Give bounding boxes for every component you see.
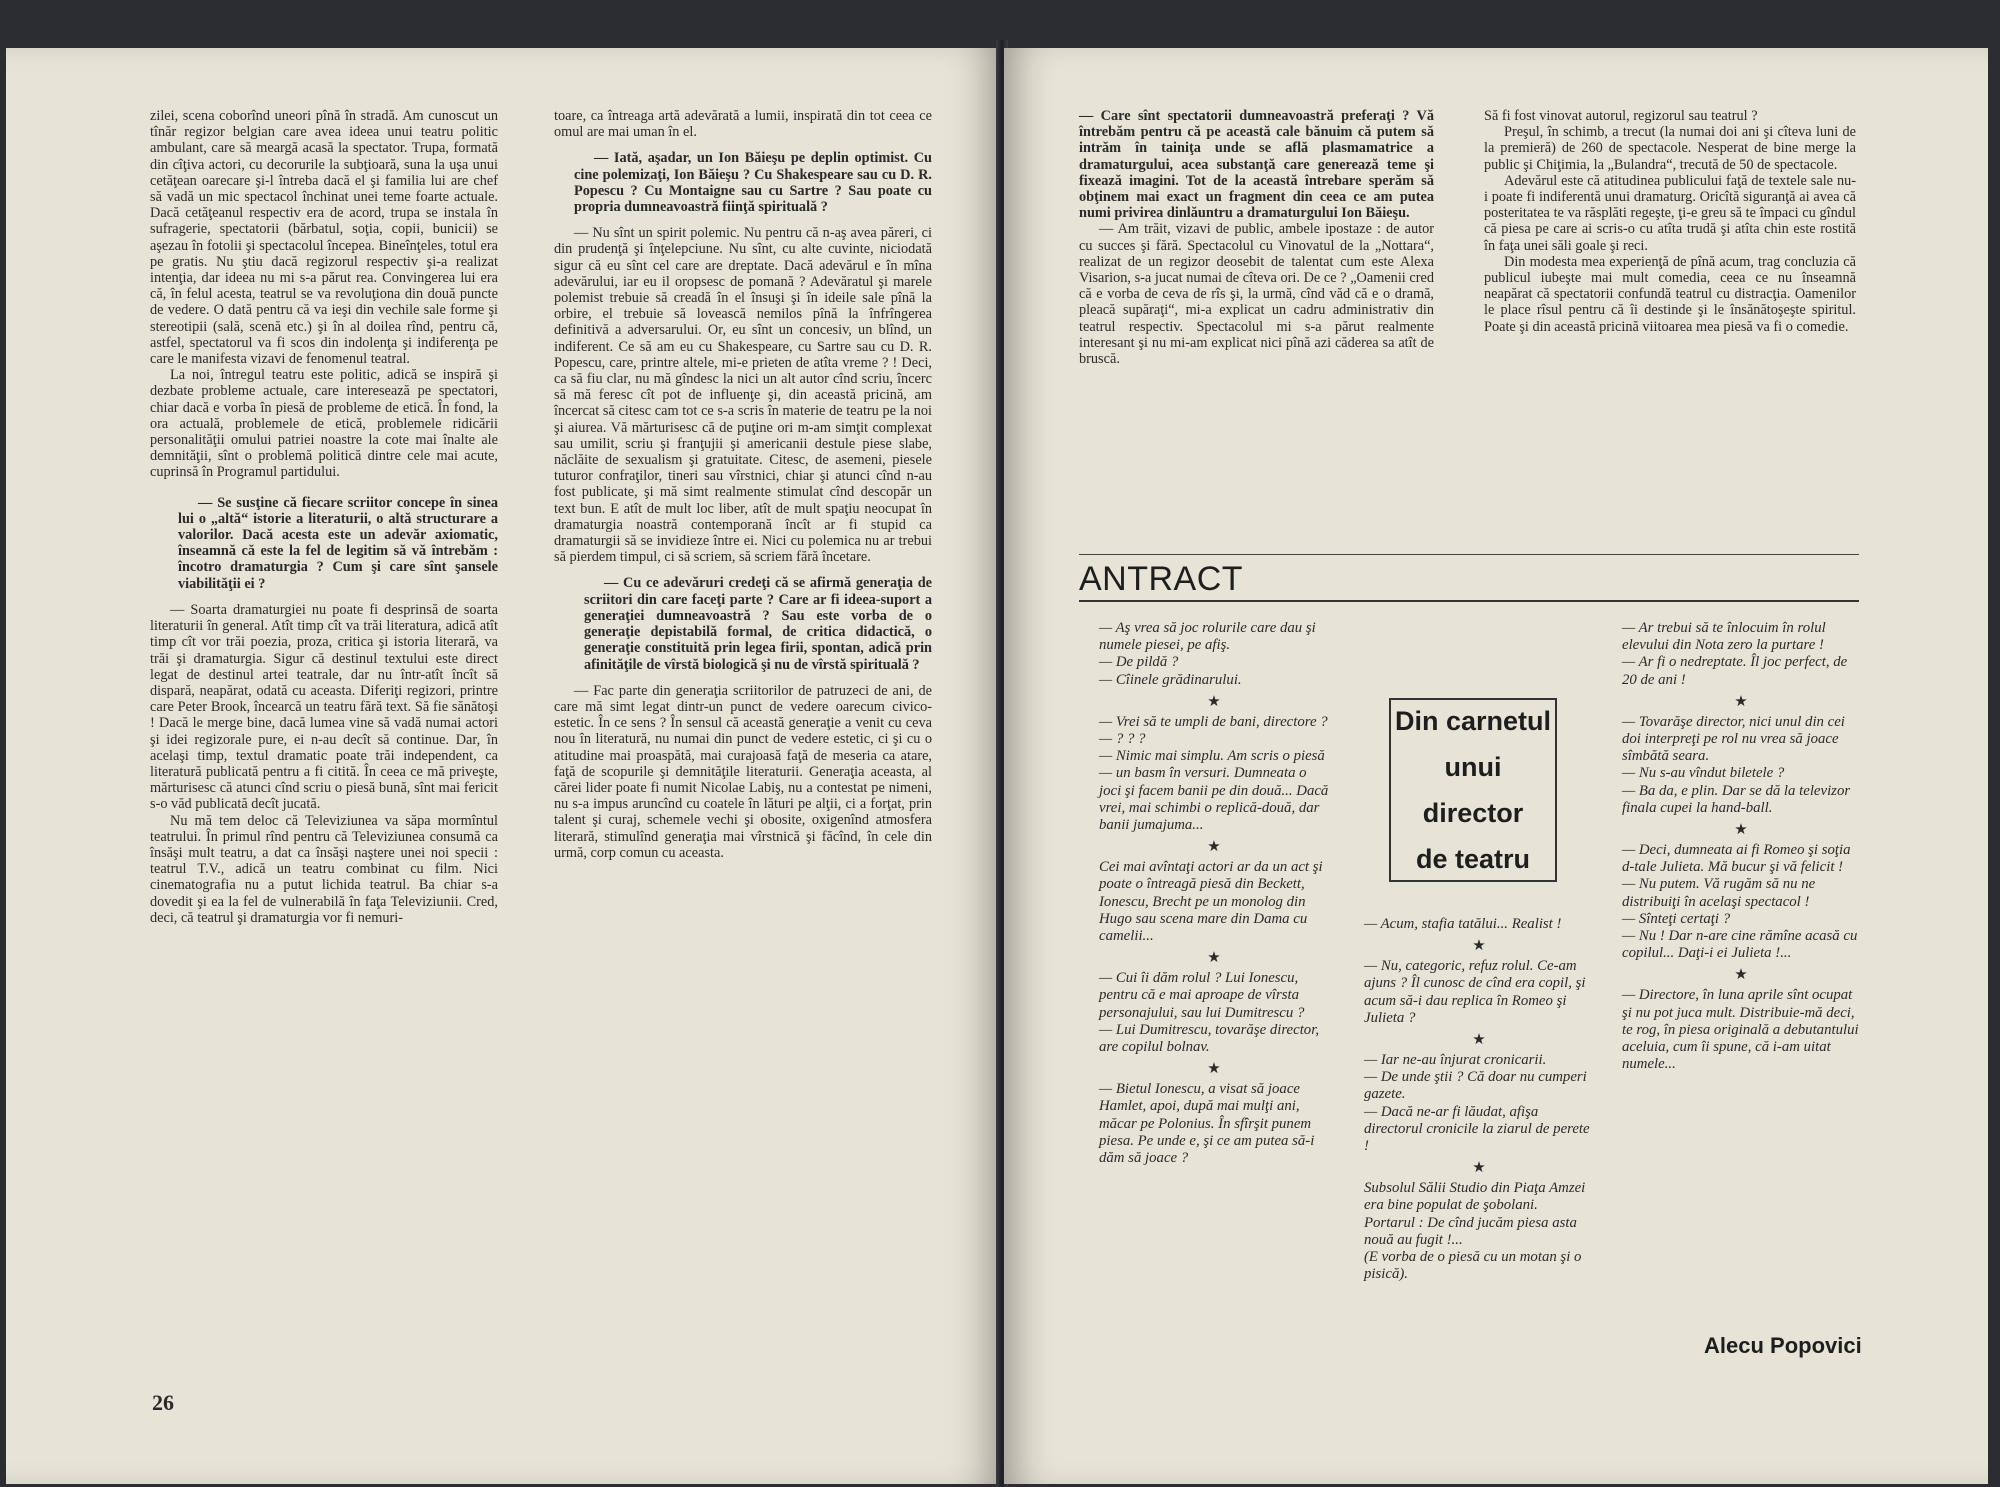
author-signature: Alecu Popovici (1704, 1333, 1862, 1358)
star-separator-icon: ★ (1472, 936, 1486, 955)
paragraph: — Am trăit, vizavi de public, ambele ipostaze : de autor cu succes şi fără. Spectacolul cu Vinovatul de la „Nottara“, realizat de un regizor deosebit de talentat cum este Alexa Visarion, s-a jucat numai de cîteva ori. De ce ? „Oamenii cred că e vorba de ceva de rîs şi, la urmă, cînd văd că e o dramă, pleacă supăraţi“, mi-a explicat un cadru administrativ din teatrul respectiv. Spectacolul mi s-a părut realmente interesant şi nu mi-am explicat nici pînă azi căderea sa atît de bruscă. (1079, 221, 1434, 368)
interview-question: — Iată, aşadar, un Ion Băieşu pe deplin optimist. Cu cine polemizaţi, Ion Băieşu ? Cu Shakespeare sau cu D. R. Popescu ? Cu Montaigne sau cu Sartre ? Sau poate cu propria dumneavoastră fiinţă spirituală ? (574, 150, 932, 216)
left-column-1 (150, 108, 498, 926)
antract-column-a (1099, 620, 1329, 1167)
section-divider (1079, 600, 1859, 602)
anecdote-line: — Sînteţi certaţi ? (1622, 910, 1731, 927)
anecdote-line: — Nu putem. Vă rugăm să nu ne distribuiţi în acelaşi spectacol ! (1622, 876, 1816, 910)
anecdote-line: — Cîinele grădinarului. (1099, 671, 1242, 688)
star-separator-icon: ★ (1207, 691, 1221, 710)
star-separator-icon: ★ (1207, 837, 1221, 856)
paragraph: Preşul, în schimb, a trecut (la numai doi ani şi cîteva luni de la premieră) de 260 de spectacole. Nesperat de bine merge la public şi Chiţimia, la „Bulandra“, trecută de 50 de spectacole. (1484, 124, 1856, 173)
anecdote-line: — Lui Dumitrescu, tovarăşe director, are copilul bolnav. (1099, 1021, 1320, 1056)
anecdote-line: Subsolul Sălii Studio din Piaţa Amzei era bine populat de şobolani. (1364, 1180, 1586, 1214)
right-column-2 (1484, 108, 1856, 335)
anecdote-line: — Nu ! Dar n-are cine rămîne acasă cu copilul... Daţi-i ei Julieta !... (1622, 928, 1858, 962)
box-line: unui director (1422, 752, 1524, 828)
anecdote-line: Portarul : De cînd jucăm piesa asta nouă au fugit !... (1364, 1214, 1577, 1248)
star-separator-icon: ★ (1472, 1030, 1486, 1049)
anecdote-line: — Deci, dumneata ai fi Romeo şi soţia d-tale Julieta. Mă bucur şi vă felicit ! (1622, 842, 1851, 876)
paragraph: — Fac parte din generaţia scriitorilor de patruzeci de ani, de care mă simt legat dintr-un punct de vedere oarecum civico-estetic. În ce sens ? În sensul că această generaţie a venit cu ceva nou în literatură, nu numai din punct de vedere estetic, ci şi cu o atitudine mai proaspătă, mai curajoasă faţă de meseria ca atare, faţă de scopurile şi demnităţile literaturii. Generaţia aceasta, al cărei lider poate fi numit Nicolae Labiş, nu a contestat pe nimeni, nu s-a impus aruncînd cu coatele în lături pe alţii, ci a forţat, prin talent şi curaj, schemele vechi şi obosite, oxigenînd atmosfera literară, stimulînd generaţia mai vîrstnică şi făcînd, în cele din urmă, corp comun cu aceasta. (554, 682, 932, 861)
interview-question: — Se susţine că fiecare scriitor concepe în sinea lui o „altă“ istorie a literaturii, o altă structurare a valorilor. Dacă acesta este un adevăr axiomatic, înseamnă că este la fel de legitim să vă întrebăm : încotro dramaturgia ? Cum şi care sînt şansele viabilităţii ei ? (178, 494, 498, 592)
star-separator-icon: ★ (1472, 1158, 1486, 1177)
anecdote-line: — Acum, stafia tatălui... Realist ! (1364, 916, 1562, 932)
column-title-box (1389, 698, 1557, 882)
anecdote-line: (E vorba de o piesă cu un motan şi o pisică). (1364, 1249, 1582, 1283)
paragraph: Din modesta mea experienţă de pînă acum, trag concluzia că publicul iubeşte mai mult comedia, ceea ce nu înseamnă neapărat că spectatorii confundă teatrul cu distracţia. Oamenilor le place rîsul pentru că îi destinde şi le însănătoşeşte spiritul. Poate şi din această pricină viitoarea mea piesă va fi o comedie. (1484, 253, 1856, 335)
star-separator-icon: ★ (1207, 1059, 1221, 1078)
anecdote-line: — De pildă ? (1099, 654, 1179, 671)
paragraph: toare, ca întreaga artă adevărată a lumii, inspirată din tot ceea ce omul are mai uman în el. (554, 108, 932, 141)
right-page (1004, 48, 1988, 1484)
anecdote-line: Cei mai avîntaţi actori ar da un act şi poate o întreagă piesă din Beckett, Ionescu, Brecht pe un monolog din Hugo sau scena mare din Dama cu camelii... (1099, 859, 1323, 945)
anecdote-line: — Vrei să te umpli de bani, directore ? (1099, 713, 1328, 730)
anecdote-line: — Nu, categoric, refuz rolul. Ce-am ajuns ? Îl cunosc de cînd era copil, şi acum să-i dau replica în Romeo şi Julieta ? (1364, 958, 1586, 1026)
anecdote-line: — Cui îi dăm rolul ? Lui Ionescu, pentru că e mai aproape de vîrsta personajului, sau lui Dumitrescu ? (1099, 970, 1305, 1021)
page-number: 26 (152, 1390, 174, 1415)
anecdote-line: — ? ? ? (1099, 731, 1146, 748)
anecdote-line: — Nu s-au vîndut biletele ? (1622, 765, 1785, 782)
anecdote-line: — Nimic mai simplu. Am scris o piesă — un basm în versuri. Dumneata o joci şi facem banii pe din două... Dacă vrei, mai schimbi o replică-două, dar banii jumajuma... (1099, 748, 1329, 834)
box-line: de teatru (1415, 844, 1531, 874)
paragraph: — Nu sînt un spirit polemic. Nu pentru că n-aş avea păreri, ci din prudenţă şi înţelepciune. Nu sînt, cu alte cuvinte, niciodată sigur că eu sînt cel care are dreptate. Dacă adevărul e în mîna adevărului, iar eu il oropsesc de pomană ? Adevăratul şi marele polemist trebuie să creadă în el însuşi şi în ideile sale pînă la orbire, el trebuie să lovească nemilos pînă la înfrîngerea definitivă a adversarului. Or, eu sînt un concesiv, un blînd, un indiferent. Ce să am eu cu Shakespeare, cu Sartre sau cu D. R. Popescu, care, printre altele, mi-e prieten de atîta vreme ? ! Deci, ca să fiu clar, nu mă gîndesc la nici un alt autor cînd scriu, încerc să mă feresc cît pot de influenţe şi, din această pricină, am încercat să citesc cam tot ce s-a scris în materie de teatru pe la noi şi aiurea. Vă mărturisesc că de puţine ori m-am simţit complexat sau umilit, scriu şi franţujii şi americanii destule piese slabe, năclăite de sexualism şi gratuitate. Citesc, de asemeni, piesele tuturor confraţilor, tineri sau vîrstnici, chiar şi atunci cînd n-au fost publicate, şi mă simt realmente stimulat cînd descopăr un text bun. E atît de mult loc liber, atît de mult spaţiu neocupat în dramaturgia noastră contemporană încît ar fi stupid ca dramaturgii să se invidieze între ei. Nici cu polemica nu ar trebui să pierdem timpul, ci să scriem, să scriem fără încetare. (554, 225, 932, 566)
anecdote-line: — De unde ştii ? Că doar nu cumperi gazete. (1364, 1069, 1587, 1103)
paragraph: Adevărul este că atitudinea publicului faţă de textele sale nu-i poate fi indiferentă unui dramaturg. Oricîtă siguranţă ai avea că posteritatea te va răsplăti regeşte, ţi-e greu să te împaci cu gîndul că piesa pe care ai scris-o cu atîta trudă şi atîta chin este rostită în faţa unei săli goale şi reci. (1484, 172, 1856, 254)
paragraph: — Care sînt spectatorii dumneavoastră preferaţi ? Vă întrebăm pentru că pe această cale bănuim că putem să intrăm în tainiţa unde se află plasmamatrice a dramaturgului, acea substanţă care generează teme şi fixează imagini. Tot de la această întrebare sperăm să obţinem mai exact un fragment din ceea ce am putea numi privirea dinlăuntru a dramaturgului Ion Băieşu. (1079, 108, 1434, 222)
anecdote-line: — Ar trebui să te înlocuim în rolul elevului din Nota zero la purtare ! (1622, 620, 1826, 654)
anecdote-line: — Ar fi o nedreptate. Îl joc perfect, de 20 de ani ! (1622, 654, 1848, 688)
star-separator-icon: ★ (1207, 948, 1221, 967)
paragraph: La noi, întregul teatru este politic, adică se inspiră şi dezbate probleme actuale, care interesează pe spectatori, chiar dacă e vorba în piesă de probleme de etică. În fond, la ora actuală, problemele de etică, problemele ridicării personalităţii omului patriei noastre la cote mai înalte ale demnităţii, sînt o problemă politică dintre cele mai acute, cuprinsă în Programul partidului. (150, 367, 498, 481)
section-title: ANTRACT (1079, 560, 1244, 598)
anecdote-line: — Aş vrea să joc rolurile care dau şi numele piesei, pe afiş. (1099, 620, 1316, 654)
anecdote-line: — Bietul Ionescu, a visat să joace Hamlet, apoi, după mai mulţi ani, măcar pe Polonius. În sfîrşit punem piesa. Pe unde e, şi ce am putea să-i dăm să joace ? (1099, 1081, 1315, 1167)
paragraph: Să fi fost vinovat autorul, regizorul sau teatrul ? (1484, 108, 1758, 124)
left-page (6, 48, 1000, 1484)
right-column-1 (1079, 108, 1434, 367)
star-separator-icon: ★ (1734, 691, 1748, 710)
paragraph: zilei, scena coborînd uneori pînă în stradă. Am cunoscut un tînăr regizor belgian care avea ideea unui teatru politic ambulant, care să meargă acasă la spectator. Trupa, formată din cîţiva actori, cu decorurile la subţioară, suna la uşa unui cetăţean oarecare şi-l întreba dacă el şi familia lui are chef să vadă un mic spectacol închinat unei teme foarte actuale. Dacă cetăţeanul respectiv era de acord, trupa se instala în sufragerie, spectatorii (bărbatul, soţia, copii, bunicii) se aşezau în fotolii şi spectacolul începea. Bineînţeles, totul era pe gratis. Nu ştiu dacă regizorul respectiv şi-a realizat intenţia, dar ideea nu mi s-a părut rea. Convingerea lui era că, în felul acesta, teatrul se va revoluţiona din două puncte de vedere. O dată pentru că va ieşi din vechile sale forme şi stereotipii (sală, scenă etc.) şi în al doilea rînd, pentru că, astfel, spectatorul va fi scos din indolenţa şi indiferenţa pe care le manifesta vizavi de fenomenul teatral. (150, 108, 498, 368)
paragraph: Nu mă tem deloc că Televiziunea va săpa mormîntul teatrului. În primul rînd pentru că Televiziunea consumă ca însăşi mult teatru, a dat ca însăşi naştere unei noi specii : teatrul T.V., adică un teatru combinat cu film. Nici cinematografia nu a putut lichida teatrul. Ba chiar s-a dovedit şi ea la fel de vulnerabilă în faţa Televiziunii. Cred, deci, că teatrul şi dramaturgia vor fi nemuri- (150, 812, 498, 926)
paragraph: — Soarta dramaturgiei nu poate fi desprinsă de soarta literaturii în general. Atît timp cît va trăi literatura, adică atît timp cît vor trăi poezia, proza, critica şi istoria literară, va trăi şi dramaturgia. Sigur că destinul textului este direct legat de destinul artei teatrale, dar nu într-atît încît să dispară, neapărat, odată cu aceasta. Diferiţi regizori, printre care Peter Brook, încearcă un teatru fără text. Să fie sănătoşi ! Dacă le merge bine, dacă lumea vine să vadă numai actori şi idei regizorale pure, ei n-au decît să continue. Dar, în acelaşi timp, textul dramatic poate trăi independent, ca literatură publicată pentru a fi citită. În ceea ce mă priveşte, mărturisesc că atunci cînd scriu o piesă bună, sînt mai fericit s-o văd publicată decît jucată. (150, 601, 498, 813)
anecdote-line: — Tovarăşe director, nici unul din cei doi interpreţi pe rol nu vrea să joace sîmbătă seara. (1622, 713, 1845, 765)
box-line: Din carnetul (1394, 706, 1552, 736)
anecdote-line: — Directore, în luna aprile sînt ocupat şi nu pot juca mult. Distribuie-mă deci, te rog, în piesa originală a debutantului aceluia, cum îi spune, că i-am uitat numele... (1622, 987, 1859, 1073)
anecdote-line: — Ba da, e plin. Dar se dă la televizor finala cupei la hand-ball. (1622, 782, 1851, 816)
antract-column-b (1364, 916, 1594, 1283)
star-separator-icon: ★ (1734, 965, 1748, 984)
anecdote-line: — Dacă ne-ar fi lăudat, afişa directorul cronicile la ziarul de perete ! (1364, 1103, 1590, 1155)
left-column-2 (554, 108, 932, 861)
antract-column-c (1622, 620, 1860, 1073)
interview-question: — Cu ce adevăruri credeţi că se afirmă generaţia de scriitori din care faceţi parte ? Care ar fi ideea-suport a generaţiei dumneavoastră ? Sau este vorba de o generaţie depistabilă formal, de critica didactică, o generaţie constituită prin legea firii, spontan, adică prin afinităţile de vîrstă biologică şi nu de vîrstă spirituală ? (584, 575, 932, 673)
section-divider (1079, 554, 1859, 555)
anecdote-line: — Iar ne-au înjurat cronicarii. (1364, 1052, 1547, 1069)
star-separator-icon: ★ (1734, 820, 1748, 839)
